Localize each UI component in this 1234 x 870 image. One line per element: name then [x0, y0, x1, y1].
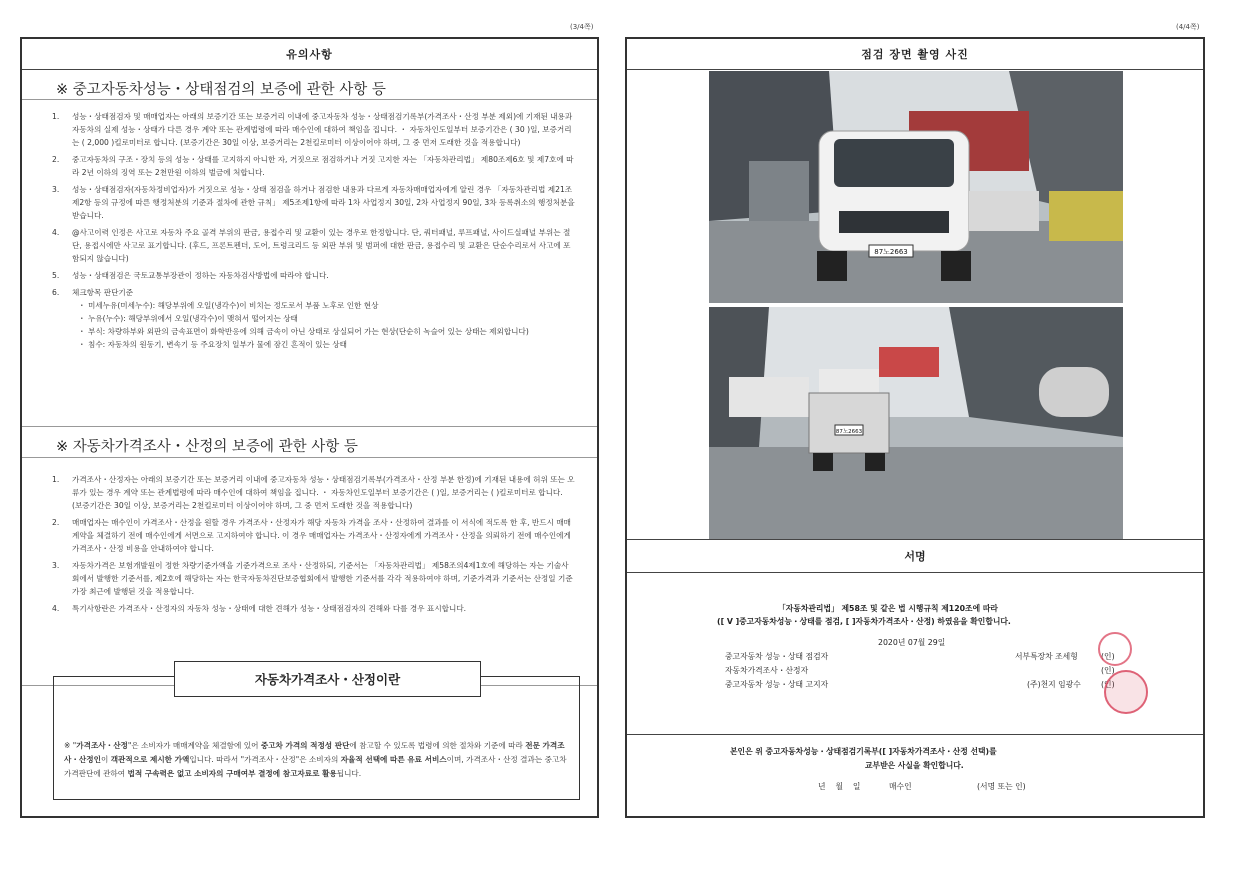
buyer-sign: (서명 또는 인) — [977, 782, 1026, 791]
inspection-photo-front — [709, 71, 1123, 303]
seal-stamp-notifier — [1104, 670, 1148, 714]
list-item: 1. 성능・상태점검자 및 매매업자는 아래의 보증기간 또는 보증거리 이내에 중고자동차 성능・상태점검기록부(가격조사・산정 부분 제외)에 기재된 내용과 자동차의 실제 성능・상태가 다른 경우 계약 또는 관계법령에 따라 매수인에 대하여 책임을 집니다. ・ 자동차인도일부터 보증기간은 ( 30 )일, 보증거리는 ( 2,000 )킬로미터로 합니다. (보증기간은 30일 이상, 보증거리는 2천킬로미터 이상이어야 하며, 그 중 먼저 도래한 것을 적용합니다) — [52, 112, 573, 147]
name-inspector: 서부특장차 조세형 — [1015, 652, 1078, 661]
page-number-left: (3/4쪽) — [570, 23, 594, 31]
list-item: 5. 성능・상태점검은 국토교통부장관이 정하는 자동차검사방법에 따라야 합니다. — [52, 271, 329, 280]
buyer-label: 매수인 — [889, 782, 912, 791]
buyer-line-2: 교부받은 사실을 확인합니다. — [865, 761, 964, 770]
notice-header: 유의사항 — [22, 39, 597, 70]
list-item: 6. 체크항목 판단기준 ・ 미세누유(미세누수): 해당부위에 오일(냉각수)이 비치는 정도로서 부품 노후로 인한 현상 ・ 누유(누수): 해당부위에서 오일(냉각수)이 맺혀서 떨어지는 상태 ・ 부식: 차량하부와 외판의 금속표면이 화학반응에 의해 금속이 아닌 상태로 상실되어 가는 현상(단순히 녹슬어 있는 상태는 제외합니다) ・ 침수: 자동차의 원동기, 변속기 등 주요장치 일부가 물에 잠긴 흔적이 있는 상태 — [52, 286, 575, 351]
mark-appraiser: (인) — [1101, 666, 1115, 675]
list-item: 1. 가격조사・산정자는 아래의 보증기간 또는 보증거리 이내에 중고자동차 성능・상태점검기록부(가격조사・산정 부분 한정)에 기재된 내용에 허위 또는 오류가 있는 경우 계약 또는 관계법령에 따라 매수인에 대하여 책임을 집니다. ・ 자동차인도일부터 보증기간은 ( )일, 보증거리는 ( )킬로미터로 합니다. (보증기간은 30일 이상, 보증거리는 2천킬로미터 이상이어야 하며, 그 중 먼저 도래한 것을 적용합니다) — [52, 475, 575, 510]
role-inspector: 중고자동차 성능・상태 점검자 — [725, 652, 829, 661]
role-notifier: 중고자동차 성능・상태 고지자 — [725, 680, 829, 689]
confirm-line: ([ V ]중고자동차성능・상태를 점검, [ ]자동차가격조사・산정) 하였음을 확인합니다. — [717, 617, 1011, 626]
plate-front: 87노2663 — [874, 248, 908, 256]
list-item: 3. 자동차가격은 보험개발원이 정한 차량기준가액을 기준가격으로 조사・산정하되, 기준서는 「자동차관리법」 제58조의4제1호에 해당하는 자는 기술사회에서 발행한 기준서를, 제2호에 해당하는 자는 한국자동차진단보증협회에서 발행한 기준서를 각각 적용하여야 하며, 기준가격과 기준서는 산정일 기준 가장 최근에 발행된 것을 적용합니다. — [52, 561, 573, 596]
list-item: 4. @사고이력 인정은 사고로 자동차 주요 골격 부위의 판금, 용접수리 및 교환이 있는 경우로 한정합니다. 단, 쿼터패널, 루프패널, 사이드실패널 부위는 절단, 용접시에만 사고로 표기합니다. (후드, 프론트펜더, 도어, 트렁크리드 등 외판 부위 및 범퍼에 대한 판금, 용접수리 및 교환은 단순수리로서 사고에 포함되지 않습니다) — [52, 228, 571, 263]
buyer-date: 년 월 일 — [818, 782, 861, 791]
page-number-right: (4/4쪽) — [1176, 23, 1200, 31]
criteria-item: ・ 미세누유(미세누수): 해당부위에 오일(냉각수)이 비치는 정도로서 부품 노후로 인한 현상 — [78, 301, 379, 310]
photo-header: 점검 장면 촬영 사진 — [627, 39, 1203, 70]
list-item: 3. 성능・상태점검자(자동차정비업자)가 거짓으로 성능・상태 점검을 하거나 점검한 내용과 다르게 자동차매매업자에게 알린 경우 「자동차관리법 제21조제2항 등의 규정에 따른 행정처분의 기준과 절차에 관한 규칙」 제5조제1항에 따라 1차 사업정지 30일, 2차 사업정지 90일, 3차 등록취소의 행정처분을 받습니다. — [52, 185, 575, 220]
seal-stamp-inspector — [1098, 632, 1132, 666]
list-item: 4. 특기사항란은 가격조사・산정자의 자동차 성능・상태에 대한 견해가 성능・상태점검자의 견해와 다를 경우 표시합니다. — [52, 604, 467, 613]
mark-notifier: (인) — [1101, 680, 1115, 689]
price-section-title: ※ 자동차가격조사・산정의 보증에 관한 사항 등 — [22, 426, 597, 458]
criteria-item: ・ 부식: 차량하부와 외판의 금속표면이 화학반응에 의해 금속이 아닌 상태로 상실되어 가는 현상(단순히 녹슬어 있는 상태는 제외합니다) — [78, 327, 529, 336]
sign-date: 2020년 07월 29일 — [878, 638, 946, 647]
signature-header: 서명 — [627, 539, 1203, 573]
mark-inspector: (인) — [1101, 652, 1115, 661]
price-definition-box: ※ "가격조사・산정"은 소비자가 매매계약을 체결함에 있어 중고차 가격의 적정성 판단에 참고할 수 있도록 법령에 의한 절차와 기준에 따라 전문 가격조사・산정인이 객관적으로 제시한 가액입니다. 따라서 "가격조사・산정"은 소비자의 자율적 선택에 따른 유료 서비스이며, 가격조사・산정 결과는 중고차 가격판단에 관하여 법적 구속력은 없고 소비자의 구매여부 결정에 참고자료로 활용됩니다. — [53, 676, 580, 800]
buyer-line-1: 본인은 위 중고자동차성능・상태점검기록부([ ]자동차가격조사・산정 선택)를 — [730, 747, 997, 756]
divider — [627, 734, 1203, 735]
criteria-item: ・ 누유(누수): 해당부위에서 오일(냉각수)이 맺혀서 떨어지는 상태 — [78, 314, 298, 323]
name-notifier: (주)천지 임광수 — [1027, 680, 1081, 689]
law-line: 「자동차관리법」 제58조 및 같은 법 시행규칙 제120조에 따라 — [778, 604, 998, 613]
warranty-list — [22, 100, 597, 351]
inspection-photo-rear — [709, 307, 1123, 539]
plate-rear: 87노2663 — [835, 429, 863, 435]
warranty-section-title: ※ 중고자동차성능・상태점검의 보증에 관한 사항 등 — [22, 70, 597, 100]
price-definition-title: 자동차가격조사・산정이란 — [174, 661, 481, 697]
list-item: 2. 매매업자는 매수인이 가격조사・산정을 원할 경우 가격조사・산정자가 해당 자동차 가격을 조사・산정하여 결과를 이 서식에 적도록 한 후, 반드시 매매계약을 체결하기 전에 매수인에게 서면으로 고지하여야 합니다. 이 경우 매매업자는 가격조사・산정자에게 가격조사・산정을 의뢰하기 전에 매수인에게 가격조사・산정 비용을 안내하여야 합니다. — [52, 518, 572, 553]
criteria-item: ・ 침수: 자동차의 원동기, 변속기 등 주요장치 일부가 물에 잠긴 흔적이 있는 상태 — [78, 340, 347, 349]
list-item: 2. 중고자동차의 구조・장치 등의 성능・상태를 고지하지 아니한 자, 거짓으로 점검하거나 거짓 고지한 자는 「자동차관리법」 제80조제6호 및 제7호에 따라 2년 이하의 징역 또는 2천만원 이하의 벌금에 처합니다. — [52, 155, 574, 177]
role-appraiser: 자동차가격조사・산정자 — [725, 666, 809, 675]
price-list — [22, 467, 597, 619]
